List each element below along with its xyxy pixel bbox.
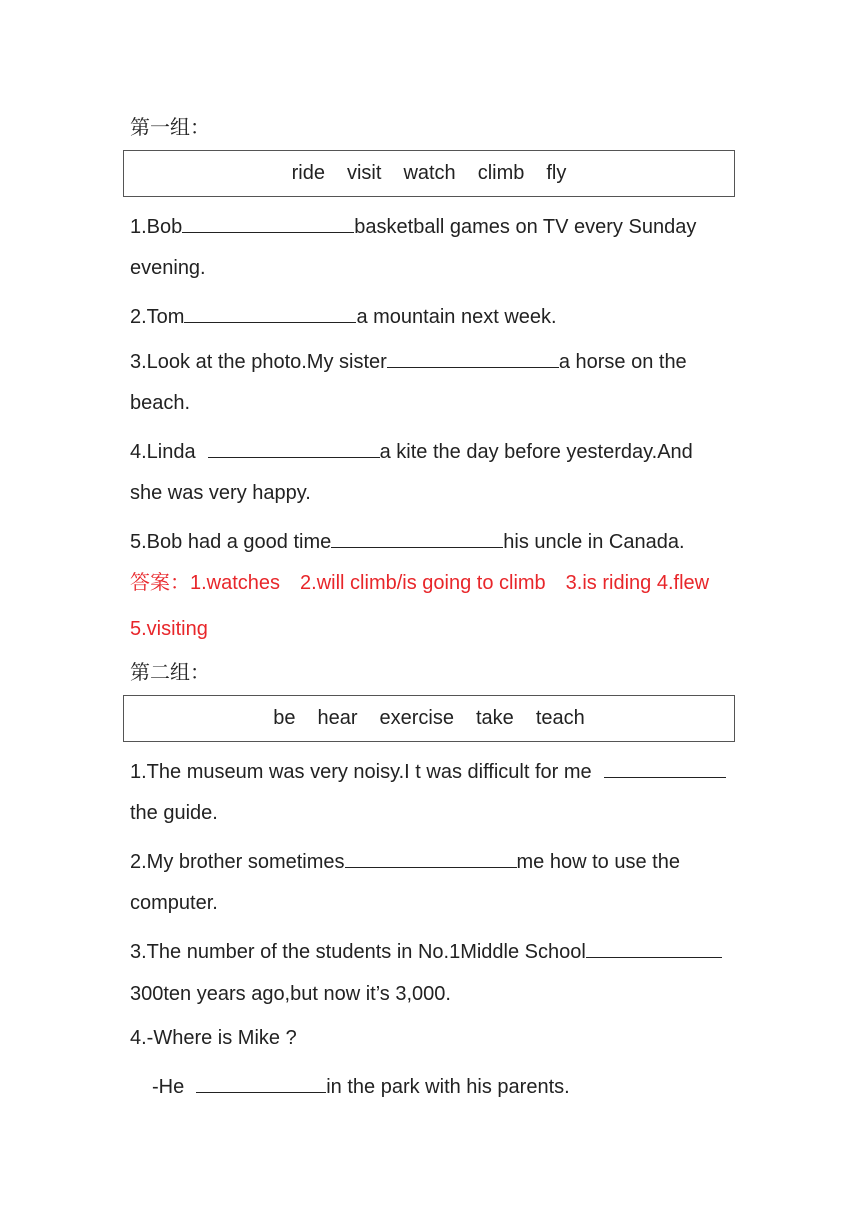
question-2 [130,845,680,871]
question-text: 3.Look at the photo.My sister [130,351,387,373]
question-4-reply [152,1070,570,1096]
question-2-cont: computer. [130,892,218,914]
question-4: 4.-Where is Mike ? [130,1027,297,1049]
answer-blank[interactable] [208,435,380,458]
answer-blank[interactable] [387,345,559,368]
answer-blank[interactable] [345,845,517,868]
question-4-cont: she was very happy. [130,482,311,504]
word: hear [317,707,358,729]
group1-heading: 第一组： [130,117,210,139]
question-text: in the park with his parents. [326,1076,570,1098]
word: exercise [379,707,454,729]
group2-word-box [123,695,735,742]
question-1-cont: evening. [130,257,206,279]
question-1-cont: the guide. [130,802,218,824]
word: fly [546,162,567,184]
word: visit [346,162,382,184]
answer-key-cont: 5.visiting [130,618,208,640]
word: be [273,707,296,729]
answer-blank[interactable] [586,935,722,958]
answer-key: 答案：1.watches 2.will climb/is going to climb 3.is riding 4.flew [130,572,710,594]
word: ride [291,162,325,184]
question-4 [130,435,693,461]
question-text: 1.Bob [130,216,183,238]
group1-word-box [123,150,735,197]
word: climb [477,162,525,184]
word: watch [403,162,456,184]
question-3 [130,345,687,371]
word: take [476,707,514,729]
question-text: me how to use the [516,851,680,873]
answer-blank[interactable] [331,525,503,548]
question-text: 2.My brother sometimes [130,851,345,873]
question-1 [130,210,696,236]
question-2 [130,300,557,326]
question-text: 4.Linda [130,441,196,463]
answer-blank[interactable] [604,755,726,778]
question-text: basketball games on TV every Sunday [354,216,697,238]
answer-blank[interactable] [184,300,356,323]
question-3-cont: 300ten years ago,but now it’s 3,000. [130,983,451,1005]
group2-heading: 第二组： [130,662,210,684]
question-text: his uncle in Canada. [503,531,685,553]
question-1 [130,755,726,781]
question-text: a kite the day before yesterday.And [379,441,693,463]
answer-blank[interactable] [182,210,354,233]
question-5 [130,525,685,551]
question-text: 1.The museum was very noisy.I t was difficult for me [130,761,592,783]
question-text: a horse on the [558,351,687,373]
question-text: -He [152,1076,185,1098]
question-text: 3.The number of the students in No.1Middle School [130,941,586,963]
question-text: a mountain next week. [356,306,557,328]
answer-blank[interactable] [196,1070,326,1093]
question-3 [130,935,722,961]
word: teach [535,707,585,729]
question-text: 2.Tom [130,306,185,328]
question-text: 5.Bob had a good time [130,531,332,553]
question-3-cont: beach. [130,392,191,414]
